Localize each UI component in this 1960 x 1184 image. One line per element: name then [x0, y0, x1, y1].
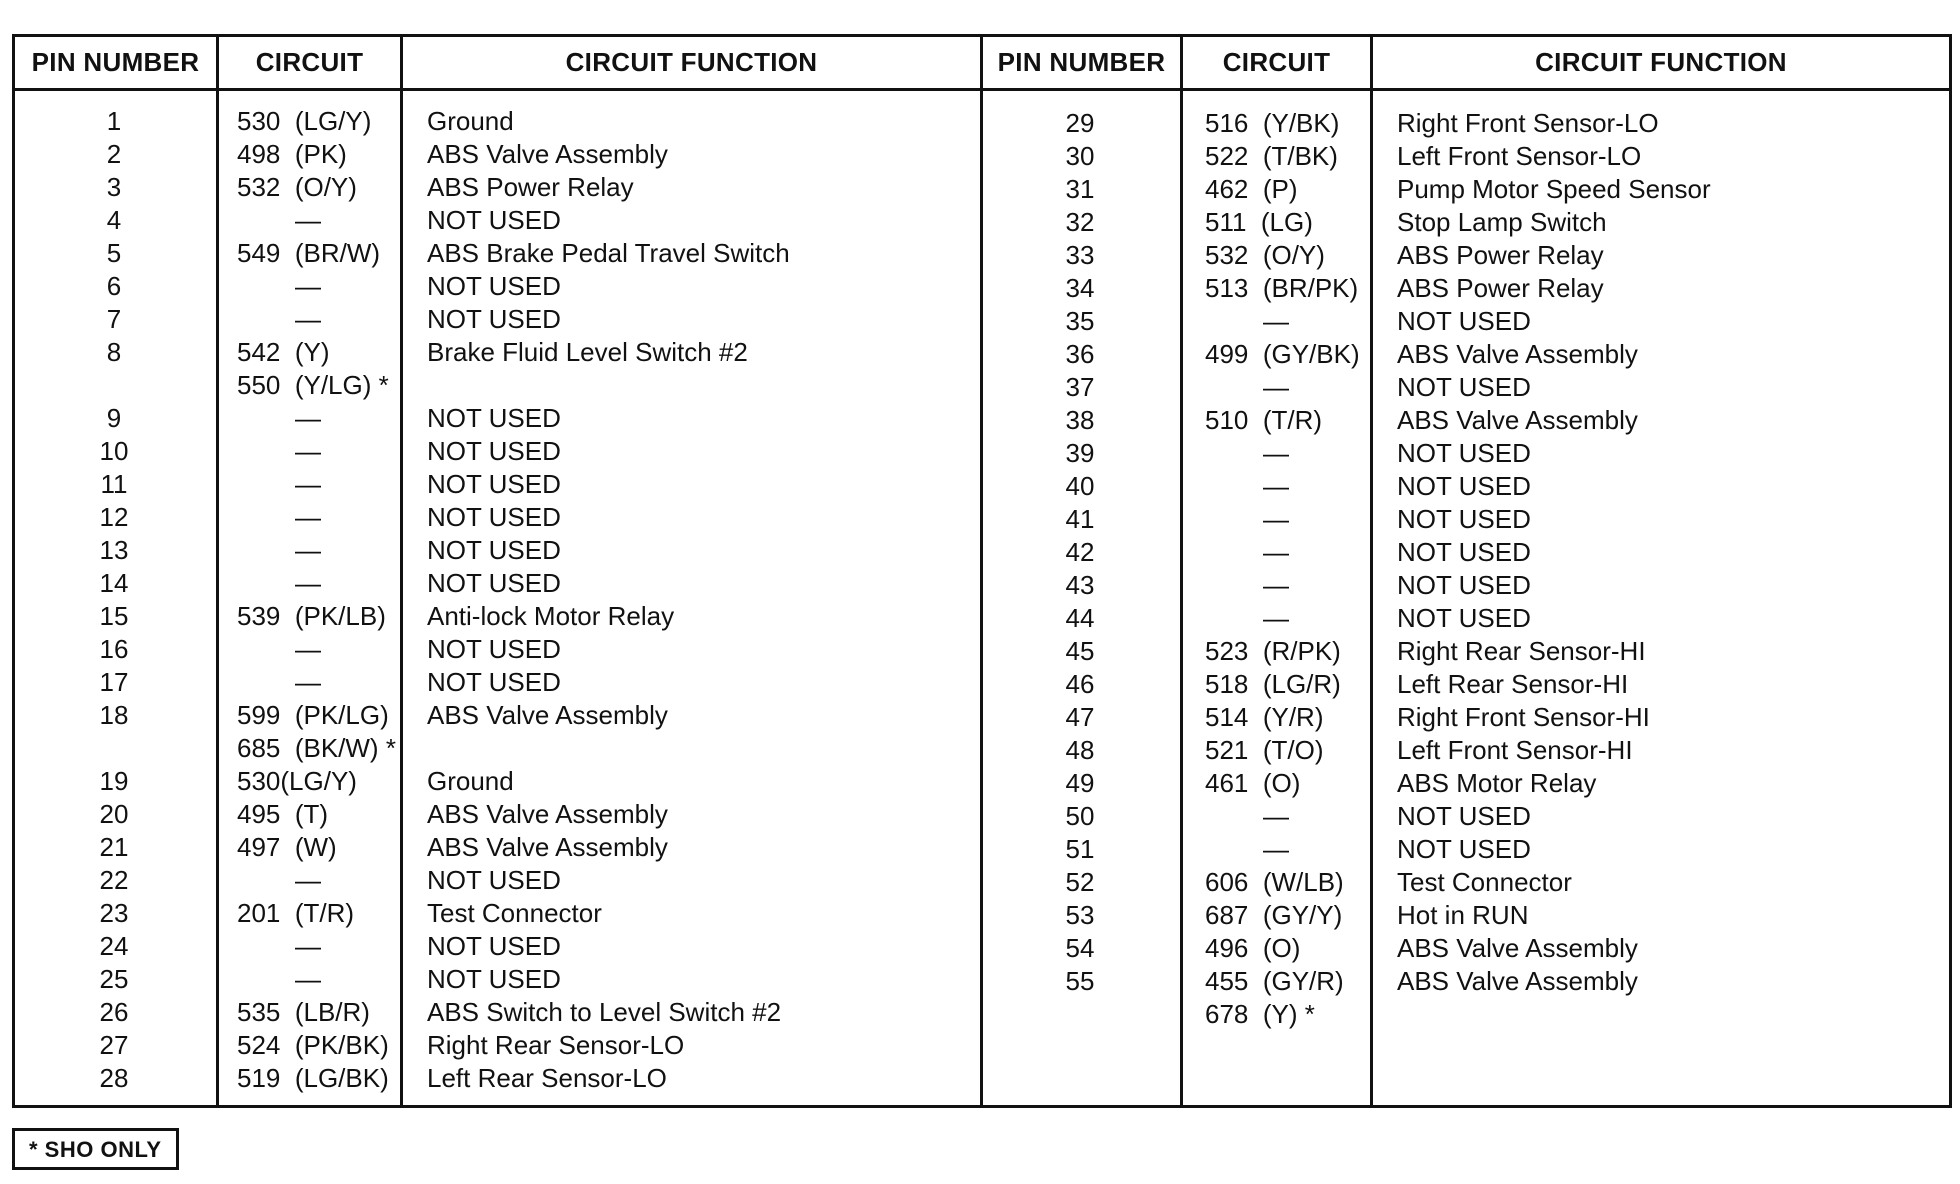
header-circuit-left: CIRCUIT — [219, 37, 403, 88]
pin-number-cell: 7 — [106, 304, 122, 334]
circuit-function-cell: NOT USED — [427, 436, 561, 466]
table-row — [15, 204, 980, 237]
circuit-function-cell: NOT USED — [1397, 537, 1531, 567]
circuit-function-cell: Ground — [427, 106, 514, 136]
pin-number-cell: 8 — [106, 337, 122, 367]
circuit-function-cell: NOT USED — [1397, 603, 1531, 633]
pin-number-cell: 46 — [1065, 669, 1095, 699]
pin-number-cell: 11 — [100, 469, 128, 499]
circuit-function-cell: Left Front Sensor-LO — [1397, 141, 1642, 171]
table-row — [15, 303, 980, 336]
circuit-cell: 497 (W) — [237, 832, 337, 862]
circuit-cell: 513 (BR/PK) — [1205, 273, 1359, 303]
circuit-function-cell: Pump Motor Speed Sensor — [1397, 174, 1711, 204]
circuit-cell: 606 (W/LB) — [1205, 867, 1344, 897]
circuit-cell: 201 (T/R) — [237, 898, 355, 928]
circuit-cell: — — [295, 469, 321, 499]
pin-table — [12, 34, 1952, 1108]
circuit-function-cell: ABS Valve Assembly — [1397, 339, 1638, 369]
column-divider — [216, 91, 219, 1105]
circuit-cell: — — [1263, 438, 1289, 468]
circuit-cell: 550 (Y/LG) * — [237, 370, 389, 400]
table-row — [983, 998, 1949, 1031]
circuit-function-cell: NOT USED — [1397, 372, 1531, 402]
circuit-cell: — — [295, 865, 321, 895]
table-row — [15, 369, 980, 402]
table-row — [983, 866, 1949, 899]
circuit-cell: 523 (R/PK) — [1205, 636, 1341, 666]
pin-number-cell: 15 — [99, 601, 129, 631]
circuit-cell: 532 (O/Y) — [1205, 240, 1325, 270]
table-row — [983, 305, 1949, 338]
circuit-function-cell: Right Front Sensor-HI — [1397, 702, 1650, 732]
table-row — [15, 105, 980, 138]
circuit-cell: — — [295, 568, 321, 598]
pin-number-cell: 41 — [1065, 504, 1095, 534]
circuit-function-cell: ABS Brake Pedal Travel Switch — [427, 238, 790, 268]
table-row — [15, 171, 980, 204]
circuit-cell: 687 (GY/Y) — [1205, 900, 1343, 930]
table-row — [15, 1062, 980, 1095]
table-row — [15, 996, 980, 1029]
circuit-function-cell: Right Rear Sensor-HI — [1397, 636, 1646, 666]
circuit-function-cell: ABS Valve Assembly — [427, 832, 668, 862]
pin-number-cell: 54 — [1065, 933, 1095, 963]
table-row — [15, 567, 980, 600]
pin-number-cell: 43 — [1065, 570, 1095, 600]
table-row — [15, 237, 980, 270]
circuit-function-cell: NOT USED — [427, 271, 561, 301]
pin-number-cell: 38 — [1065, 405, 1095, 435]
circuit-function-cell: ABS Valve Assembly — [1397, 405, 1638, 435]
table-row — [983, 371, 1949, 404]
pin-number-cell: 10 — [99, 436, 129, 466]
circuit-function-cell: ABS Valve Assembly — [1397, 933, 1638, 963]
circuit-function-cell: ABS Valve Assembly — [427, 700, 668, 730]
column-divider — [1370, 91, 1373, 1105]
pin-number-cell: 21 — [99, 832, 129, 862]
table-row — [983, 635, 1949, 668]
header-pin-number-left: PIN NUMBER — [15, 37, 219, 88]
table-row — [983, 503, 1949, 536]
pin-number-cell: 29 — [1065, 108, 1095, 138]
circuit-cell: 516 (Y/BK) — [1205, 108, 1340, 138]
circuit-cell: 495 (T) — [237, 799, 329, 829]
table-row — [15, 666, 980, 699]
pin-number-cell: 44 — [1065, 603, 1095, 633]
table-row — [15, 402, 980, 435]
pin-number-cell: 48 — [1065, 735, 1095, 765]
circuit-cell: — — [1263, 801, 1289, 831]
table-row — [983, 404, 1949, 437]
circuit-cell: 549 (BR/W) — [237, 238, 381, 268]
pin-number-cell: 5 — [106, 238, 122, 268]
circuit-cell: — — [295, 964, 321, 994]
circuit-cell: — — [295, 502, 321, 532]
pin-number-cell: 31 — [1065, 174, 1095, 204]
column-divider — [400, 91, 403, 1105]
table-row — [15, 501, 980, 534]
pin-number-cell — [15, 369, 219, 402]
circuit-cell: — — [295, 304, 321, 334]
circuit-function-cell: NOT USED — [427, 502, 561, 532]
circuit-cell: — — [295, 205, 321, 235]
circuit-function-cell: NOT USED — [427, 535, 561, 565]
circuit-cell: 514 (Y/R) — [1205, 702, 1324, 732]
circuit-function-cell: Anti-lock Motor Relay — [427, 601, 675, 631]
pin-number-cell: 49 — [1065, 768, 1095, 798]
pin-number-cell: 24 — [99, 931, 129, 961]
pin-number-cell: 53 — [1065, 900, 1095, 930]
pin-number-cell: 50 — [1065, 801, 1095, 831]
circuit-function-cell: ABS Valve Assembly — [427, 799, 668, 829]
circuit-function-cell: ABS Power Relay — [1397, 240, 1604, 270]
pin-number-cell: 18 — [99, 700, 129, 730]
circuit-function-cell: NOT USED — [1397, 504, 1531, 534]
circuit-cell: 530 (LG/Y) — [237, 106, 372, 136]
column-divider — [1180, 91, 1183, 1105]
table-row — [983, 206, 1949, 239]
circuit-cell: 530(LG/Y) — [237, 766, 357, 796]
circuit-cell: 499 (GY/BK) — [1205, 339, 1360, 369]
circuit-cell: 519 (LG/BK) — [237, 1063, 389, 1093]
table-row — [983, 173, 1949, 206]
pin-number-cell: 34 — [1065, 273, 1095, 303]
circuit-cell: — — [1263, 372, 1289, 402]
table-row — [983, 668, 1949, 701]
circuit-cell: — — [295, 931, 321, 961]
circuit-cell: 539 (PK/LB) — [237, 601, 386, 631]
circuit-function-cell: ABS Power Relay — [1397, 273, 1604, 303]
row-list-right — [983, 91, 1949, 1105]
table-row — [15, 336, 980, 369]
circuit-function-cell: NOT USED — [1397, 834, 1531, 864]
pin-number-cell: 20 — [99, 799, 129, 829]
circuit-cell: 521 (T/O) — [1205, 735, 1324, 765]
table-row — [15, 138, 980, 171]
circuit-function-cell — [1373, 998, 1949, 1031]
circuit-function-cell: NOT USED — [427, 667, 561, 697]
circuit-cell: 510 (T/R) — [1205, 405, 1323, 435]
circuit-function-cell: NOT USED — [1397, 306, 1531, 336]
pin-number-cell — [983, 998, 1183, 1031]
circuit-cell: — — [1263, 504, 1289, 534]
circuit-cell: 518 (LG/R) — [1205, 669, 1341, 699]
circuit-function-cell: NOT USED — [427, 964, 561, 994]
circuit-function-cell: Stop Lamp Switch — [1397, 207, 1607, 237]
table-row — [15, 765, 980, 798]
pin-number-cell: 26 — [99, 997, 129, 1027]
circuit-function-cell: NOT USED — [427, 568, 561, 598]
circuit-cell: — — [1263, 603, 1289, 633]
circuit-cell: 685 (BK/W) * — [237, 733, 396, 763]
circuit-function-cell: Brake Fluid Level Switch #2 — [427, 337, 748, 367]
circuit-cell: 522 (T/BK) — [1205, 141, 1338, 171]
table-row — [983, 272, 1949, 305]
circuit-function-cell: Test Connector — [1397, 867, 1572, 897]
circuit-cell: — — [295, 634, 321, 664]
table-row — [983, 437, 1949, 470]
sho-only-footnote: * SHO ONLY — [12, 1128, 179, 1170]
circuit-cell: — — [295, 436, 321, 466]
table-row — [15, 864, 980, 897]
pin-number-cell: 9 — [106, 403, 122, 433]
header-circuit-right: CIRCUIT — [1183, 37, 1373, 88]
pin-number-cell: 55 — [1065, 966, 1095, 996]
table-row — [983, 899, 1949, 932]
circuit-function-cell: NOT USED — [1397, 801, 1531, 831]
table-row — [983, 107, 1949, 140]
pin-number-cell: 40 — [1065, 471, 1095, 501]
table-row — [983, 536, 1949, 569]
pin-number-cell: 19 — [99, 766, 129, 796]
table-row — [15, 270, 980, 303]
circuit-function-cell: Ground — [427, 766, 514, 796]
pin-number-cell: 17 — [99, 667, 129, 697]
pin-number-cell: 33 — [1065, 240, 1095, 270]
pin-number-cell: 23 — [99, 898, 129, 928]
table-row — [983, 338, 1949, 371]
pin-number-cell: 13 — [99, 535, 129, 565]
circuit-function-cell: Left Rear Sensor-LO — [427, 1063, 667, 1093]
circuit-function-cell: ABS Power Relay — [427, 172, 634, 202]
table-row — [15, 930, 980, 963]
circuit-function-cell: NOT USED — [1397, 438, 1531, 468]
circuit-function-cell: NOT USED — [427, 304, 561, 334]
header-circuit-function-left: CIRCUIT FUNCTION — [565, 47, 818, 77]
circuit-function-cell: NOT USED — [427, 403, 561, 433]
circuit-cell: — — [295, 271, 321, 301]
table-row — [15, 699, 980, 732]
circuit-function-cell: NOT USED — [1397, 471, 1531, 501]
pin-number-cell: 2 — [106, 139, 122, 169]
circuit-cell: 462 (P) — [1205, 174, 1298, 204]
circuit-function-cell: Right Front Sensor-LO — [1397, 108, 1659, 138]
table-row — [15, 468, 980, 501]
table-row — [15, 831, 980, 864]
pin-number-cell: 37 — [1065, 372, 1095, 402]
table-row — [15, 600, 980, 633]
pin-number-cell: 27 — [99, 1030, 129, 1060]
circuit-cell: 542 (Y) — [237, 337, 330, 367]
circuit-function-cell: ABS Switch to Level Switch #2 — [427, 997, 782, 1027]
pin-number-cell: 51 — [1065, 834, 1095, 864]
circuit-function-cell: Hot in RUN — [1397, 900, 1529, 930]
circuit-function-cell: NOT USED — [427, 865, 561, 895]
circuit-cell: — — [295, 403, 321, 433]
pin-number-cell: 35 — [1065, 306, 1095, 336]
circuit-cell: 599 (PK/LG) — [237, 700, 389, 730]
circuit-cell: 498 (PK) — [237, 139, 347, 169]
pin-number-cell: 30 — [1065, 141, 1095, 171]
table-body-left — [15, 91, 980, 1105]
circuit-function-cell — [403, 732, 980, 765]
table-row — [983, 932, 1949, 965]
circuit-cell: 524 (PK/BK) — [237, 1030, 389, 1060]
pin-number-cell: 36 — [1065, 339, 1095, 369]
pin-number-cell: 52 — [1065, 867, 1095, 897]
circuit-function-cell — [403, 369, 980, 402]
circuit-function-cell: Right Rear Sensor-LO — [427, 1030, 685, 1060]
row-list-left — [15, 91, 980, 1105]
circuit-function-cell: Left Front Sensor-HI — [1397, 735, 1633, 765]
pin-number-cell: 47 — [1065, 702, 1095, 732]
circuit-cell: 455 (GY/R) — [1205, 966, 1344, 996]
circuit-cell: — — [1263, 834, 1289, 864]
pin-number-cell: 42 — [1065, 537, 1095, 567]
pin-number-cell: 25 — [99, 964, 129, 994]
header-row-left — [15, 37, 980, 91]
table-row — [983, 701, 1949, 734]
pin-number-cell: 6 — [106, 271, 122, 301]
pin-number-cell: 3 — [106, 172, 122, 202]
pin-number-cell: 16 — [99, 634, 129, 664]
circuit-cell: 532 (O/Y) — [237, 172, 357, 202]
table-row — [15, 633, 980, 666]
circuit-cell: 535 (LB/R) — [237, 997, 370, 1027]
table-row — [15, 732, 980, 765]
circuit-cell: — — [1263, 471, 1289, 501]
circuit-cell: 496 (O) — [1205, 933, 1301, 963]
table-row — [983, 602, 1949, 635]
circuit-cell: — — [1263, 306, 1289, 336]
circuit-function-cell: NOT USED — [427, 469, 561, 499]
table-row — [15, 1029, 980, 1062]
circuit-function-cell: NOT USED — [427, 205, 561, 235]
circuit-function-cell: NOT USED — [1397, 570, 1531, 600]
table-row — [983, 140, 1949, 173]
pin-number-cell: 32 — [1065, 207, 1095, 237]
table-body-right — [983, 91, 1949, 1105]
header-pin-number-right: PIN NUMBER — [983, 37, 1183, 88]
pin-number-cell: 1 — [106, 106, 122, 136]
circuit-function-cell: ABS Valve Assembly — [427, 139, 668, 169]
table-right-half — [983, 37, 1949, 1105]
circuit-function-cell: Left Rear Sensor-HI — [1397, 669, 1629, 699]
pin-number-cell: 12 — [99, 502, 129, 532]
circuit-function-cell: ABS Motor Relay — [1397, 768, 1597, 798]
table-row — [983, 767, 1949, 800]
pin-number-cell: 39 — [1065, 438, 1095, 468]
circuit-cell: — — [1263, 537, 1289, 567]
table-row — [15, 963, 980, 996]
pin-number-cell: 45 — [1065, 636, 1095, 666]
circuit-cell: 511 (LG) — [1205, 207, 1313, 237]
table-row — [983, 833, 1949, 866]
circuit-function-cell: ABS Valve Assembly — [1397, 966, 1638, 996]
circuit-function-cell: Test Connector — [427, 898, 602, 928]
table-row — [15, 798, 980, 831]
table-row — [983, 239, 1949, 272]
header-row-right — [983, 37, 1949, 91]
table-row — [15, 435, 980, 468]
table-row — [983, 569, 1949, 602]
table-row — [983, 734, 1949, 767]
pin-number-cell — [15, 732, 219, 765]
pin-number-cell: 14 — [99, 568, 129, 598]
table-row — [15, 534, 980, 567]
table-left-half — [15, 37, 983, 1105]
header-circuit-function-right: CIRCUIT FUNCTION — [1535, 47, 1787, 77]
table-row — [983, 965, 1949, 998]
pin-number-cell: 22 — [99, 865, 129, 895]
circuit-cell: 461 (O) — [1205, 768, 1301, 798]
circuit-function-cell: NOT USED — [427, 931, 561, 961]
pin-number-cell: 4 — [106, 205, 122, 235]
circuit-cell: — — [295, 535, 321, 565]
table-row — [983, 470, 1949, 503]
table-row — [15, 897, 980, 930]
circuit-cell: — — [1263, 570, 1289, 600]
table-row — [983, 800, 1949, 833]
circuit-function-cell: NOT USED — [427, 634, 561, 664]
pin-number-cell: 28 — [99, 1063, 129, 1093]
circuit-cell: — — [295, 667, 321, 697]
circuit-cell: 678 (Y) * — [1205, 999, 1315, 1029]
